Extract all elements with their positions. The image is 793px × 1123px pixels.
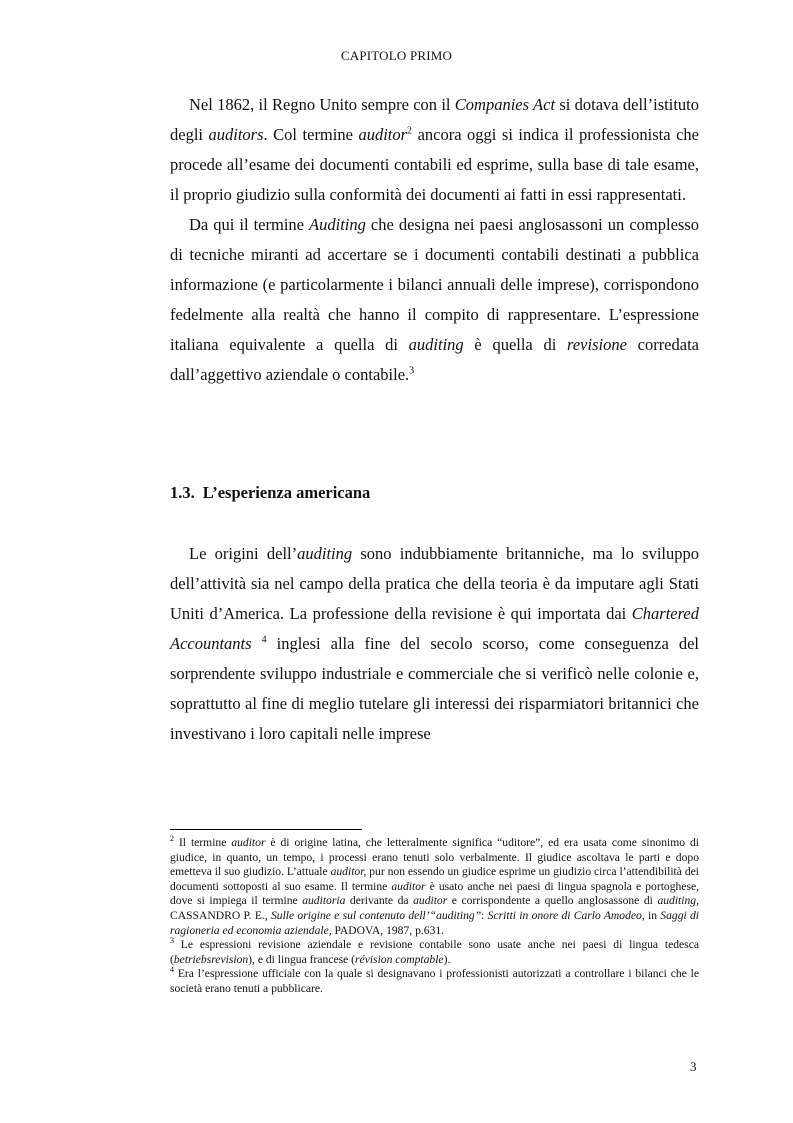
text-span: ), e di lingua francese ( <box>248 952 356 966</box>
text-span: . Col termine <box>263 125 359 144</box>
text-span: : <box>481 908 488 922</box>
italic-term: auditor <box>391 879 426 893</box>
italic-term: Chartered Accountants <box>170 604 699 653</box>
italic-term: auditoria <box>302 894 346 908</box>
text-span: Da qui il termine <box>189 215 310 234</box>
section-heading <box>170 478 699 508</box>
text-span: Le origini dell’ <box>189 544 298 563</box>
footnote-4 <box>170 967 699 996</box>
running-header: CAPITOLO PRIMO <box>340 48 453 63</box>
main-text <box>170 90 699 749</box>
text-span: e corrispondente a quello anglosassone di <box>447 894 658 908</box>
italic-term: auditors <box>208 125 264 144</box>
italic-term: auditing <box>657 894 697 908</box>
text-span: si dotava dell’istituto degli <box>170 95 699 144</box>
text-span: PADOVA, 1987, p.631. <box>331 923 445 937</box>
text-span: Le espressioni revisione aziendale e revisione contabile sono usate anche nei paesi di lingua tedesca ( <box>170 938 699 966</box>
italic-term: auditor <box>413 894 448 908</box>
text-span: corredata dall’aggettivo aziendale o contabile. <box>170 335 699 384</box>
section-number: 1.3. <box>170 483 195 502</box>
text-span: , in <box>641 908 661 922</box>
footnote-mark: 4 <box>170 965 174 975</box>
text-span: inglesi alla fine del secolo scorso, come conseguenza del sorprendente sviluppo industriale e commerciale che si verificò nelle colonie e, soprattutto al fine di meglio tutelare gli interessi dei risparmiatori britannici che investivano i loro capitali nelle imprese <box>170 634 700 743</box>
italic-term: auditor <box>358 125 408 144</box>
paragraph-3 <box>170 539 699 749</box>
italic-term: Scritti in onore di Carlo Amodeo <box>487 908 642 922</box>
text-span: , CASSANDRO P. E., <box>170 894 699 922</box>
text-span: ancora oggi si indica il professionista che procede all’esame dei documenti contabili ed esprime, sulla base di tale esame, il proprio giudizio sulla conformità dei documenti ai fatti in essi rappresentati. <box>170 125 700 204</box>
footnotes <box>170 836 699 997</box>
italic-term: betriebsrevision <box>173 952 249 966</box>
italic-term: révision comptable <box>355 952 444 966</box>
footnote-ref-2[interactable]: 2 <box>407 125 413 137</box>
footnote-mark: 3 <box>170 936 174 946</box>
italic-term: Sulle origine e sul contenuto dell’“auditing” <box>270 908 482 922</box>
text-span: che designa nei paesi anglosassoni un complesso di tecniche miranti ad accertare se i documenti contabili destinati a pubblica informazione (e particolarmente i bilanci annuali delle imprese), corrispondono fedelmente alla realtà che hanno il compito di rappresentare. L’espressione italiana equivalente a quella di <box>170 215 699 354</box>
italic-term: Companies Act <box>454 95 556 114</box>
text-span: è usato anche nei paesi di lingua spagnola e portoghese, dove si impiega il termine <box>170 879 700 908</box>
text-span: Era l’espressione ufficiale con la quale si designavano i professionisti autorizzati a controllare i bilanci che le società erano tenuti a pubblicare. <box>170 967 699 995</box>
italic-term: auditor <box>231 836 266 849</box>
italic-term: Auditing <box>309 215 366 234</box>
text-span: è di origine latina, che letteralmente significa “uditore”, ed era usata come sinonimo di giudice, in quanto, un tempo, i processi erano tenuti solo verbalmente. Il giudice ascoltava le parti e dopo emetteva il suo giudizio. L’attuale <box>170 836 700 879</box>
text-span: derivante da <box>345 894 414 908</box>
italic-term: auditing <box>297 544 353 563</box>
paragraph-2 <box>170 210 699 390</box>
italic-term: auditor, <box>330 865 367 879</box>
italic-term: revisione <box>567 335 627 354</box>
text-span: sono indubbiamente britanniche, ma lo sviluppo dell’attività sia nel campo della pratica che della teoria è da imputare agli Stati Uniti d’America. La professione della revisione è qui importata dai <box>170 544 699 623</box>
paragraph-1 <box>170 90 699 210</box>
text-span: è quella di <box>463 335 568 354</box>
footnote-ref-4[interactable]: 4 <box>261 634 267 646</box>
italic-term: auditing <box>408 335 464 354</box>
text-span: Nel 1862, il Regno Unito sempre con il <box>189 95 455 114</box>
page-number: 3 <box>690 1059 697 1074</box>
footnote-2 <box>170 836 699 938</box>
footnote-mark: 2 <box>170 834 174 844</box>
text-span: pur non essendo un giudice esprime un giudizio circa l’attendibilità dei documenti sottoposti al suo esame. Il termine <box>170 865 699 893</box>
text-span: Il termine <box>174 836 232 849</box>
section-title: L’esperienza americana <box>202 483 371 502</box>
footnote-separator <box>170 829 362 830</box>
footnote-ref-3[interactable]: 3 <box>409 365 415 377</box>
text-span: ). <box>443 952 451 966</box>
italic-term: Saggi di ragioneria ed economia aziendale, <box>170 908 699 937</box>
footnote-3 <box>170 938 699 967</box>
